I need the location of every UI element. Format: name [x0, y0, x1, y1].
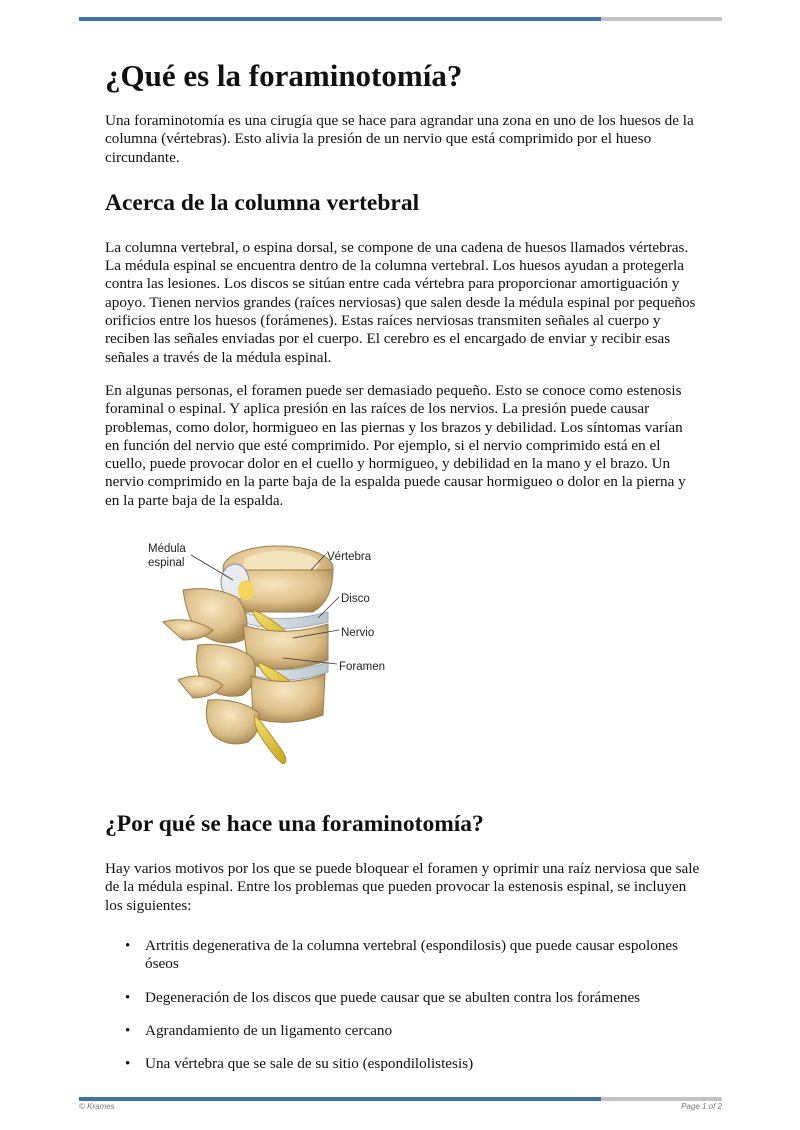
label-vertebra: Vértebra [327, 551, 372, 564]
intro-paragraph: Una foraminotomía es una cirugía que se hace para agrandar una zona en uno de los huesos de la columna (vértebras). Esto alivia la presión de un nervio que está comprimido por el hueso circundante. [105, 112, 694, 166]
label-medula-line1: Médula [148, 543, 186, 556]
label-foramen: Foramen [339, 661, 386, 674]
top-rule [79, 17, 722, 21]
label-disco: Disco [341, 593, 370, 606]
footer-page-number: Page 1 of 2 [681, 1102, 722, 1111]
vertebra-body-2 [243, 624, 328, 669]
top-rule-rest [601, 17, 722, 21]
bottom-rule-accent [79, 1097, 601, 1101]
section-heading-spine: Acerca de la columna vertebral [105, 189, 420, 216]
page-title: ¿Qué es la foraminotomía? [105, 58, 463, 93]
spine-paragraph-1: La columna vertebral, o espina dorsal, se compone de una cadena de huesos llamados vértebras. La médula espinal se encuentra dentro de la columna vertebral. Los huesos ayudan a protegerla contra las lesiones. Los discos se sitúan entre cada vértebra para proporcionar amortiguación y apoyo. Tienen nervios grandes (raíces nerviosas) que salen desde la médula espinal por pequeños orificios entre los huesos (forámenes). Estas raíces nerviosas transmiten señales al cuerpo y reciben las señales enviadas por el cuerpo. El cerebro es el encargado de enviar y recibir esas señales a través de la médula espinal. [105, 238, 696, 366]
spine-illustration [143, 530, 443, 780]
list-item: • Degeneración de los discos que puede causar que se abulten contra los forámenes [145, 989, 700, 1007]
spinal-cord-nerve [238, 580, 254, 600]
spine-paragraph-2: En algunas personas, el foramen puede ser demasiado pequeño. Esto se conoce como estenosis foraminal o espinal. Y aplica presión en las raíces de los nervios. La presión puede causar problemas, como dolor, hormigueo en las piernas y los brazos y debilidad. Los síntomas varían en función del nervio que esté comprimido. Por ejemplo, si el nervio comprimido está en el cuello, puede provocar dolor en el cuello y hormigueo, y debilidad en la mano y el brazo. Un nervio comprimido en la parte baja de la espalda puede causar hormigueo o dolor en la pierna y en la parte baja de la espalda. [105, 381, 686, 509]
spine-diagram [143, 530, 443, 780]
why-paragraph: Hay varios motivos por los que se puede bloquear el foramen y oprimir una raíz nerviosa que sale de la médula espinal. Entre los problemas que pueden provocar la estenosis espinal, se incluyen los siguientes: [105, 860, 700, 914]
document-body [105, 58, 700, 1088]
bottom-rule-rest [601, 1097, 722, 1101]
list-item: • Artritis degenerativa de la columna vertebral (espondilosis) que puede causar espolones óseos [145, 937, 700, 974]
posterior-arch-3 [206, 700, 259, 744]
causes-list [105, 937, 700, 1073]
footer-copyright: © Krames [79, 1102, 115, 1111]
vertebra-body-3 [251, 674, 325, 722]
label-medula-line2: espinal [148, 557, 185, 570]
list-item: • Una vértebra que se sale de su sitio (espondilolistesis) [145, 1055, 700, 1073]
top-rule-accent [79, 17, 601, 21]
section-heading-why: ¿Por qué se hace una foraminotomía? [105, 811, 484, 838]
list-item: • Agrandamiento de un ligamento cercano [145, 1022, 700, 1040]
label-nervio: Nervio [341, 627, 375, 640]
bottom-rule [79, 1097, 722, 1101]
